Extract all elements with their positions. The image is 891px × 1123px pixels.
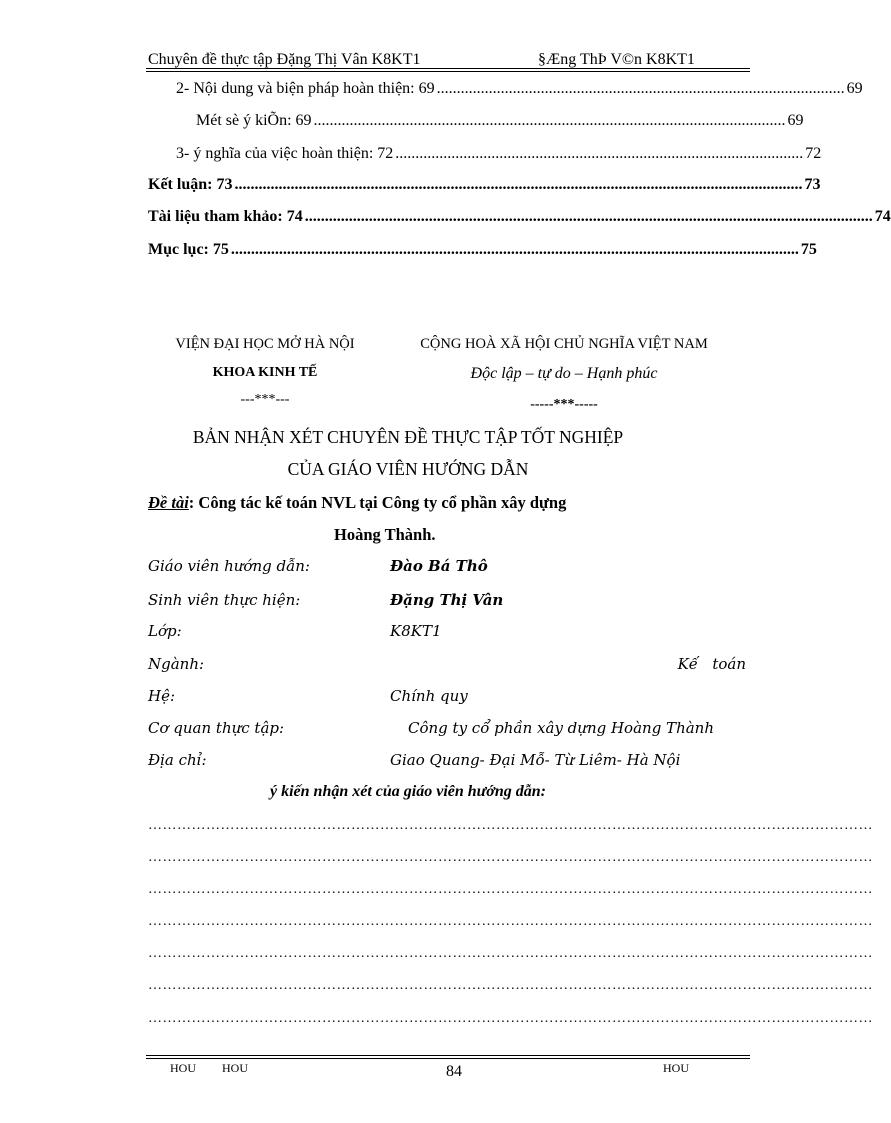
toc-leader-dots: ...................................................................................................................... [313,112,786,129]
field-label: Sinh viên thực hiện: [148,591,301,609]
field-value-class: K8KT1 [390,622,442,640]
toc-entry-text: Mét sè ý kiÕn: 69 [196,112,312,129]
document-subtitle: CỦA GIÁO VIÊN HƯỚNG DẪN [287,459,529,479]
toc-entry-text: 2- Nội dung và biện pháp hoàn thiện: 69 [176,80,435,97]
left-stars: ---***--- [240,392,290,407]
field-value-system: Chính quy [390,687,468,705]
toc-entry [148,241,817,259]
toc-entry-page: 72 [805,145,822,162]
right-stars: -----***----- [530,397,598,412]
toc-entry-page: 74 [874,208,891,225]
topic-line [148,493,566,513]
topic-label: Đề tài [148,493,189,512]
toc-leader-dots: .............................................................................................................................................. [230,241,799,258]
field-value-address: Giao Quang- Đại Mỗ- Từ Liêm- Hà Nội [390,751,681,769]
toc-entry [176,145,822,163]
field-label: Lớp: [148,622,182,640]
toc-entry-page: 69 [846,80,863,97]
toc-leader-dots: ...................................................................................................... [395,145,804,162]
toc-entry [196,112,804,130]
field-value-major: Kế toán [677,655,746,673]
toc-leader-dots: ...................................................................................................... [436,80,845,97]
footer-left-text: HOU [170,1061,196,1075]
comment-line: …………………………………………………………………………………………………………………………………… [148,882,873,897]
field-value-advisor: Đào Bá Thô [390,557,488,575]
toc-entry [148,176,821,194]
comment-line: …………………………………………………………………………………………………………………………………… [148,914,873,929]
national-motto: Độc lập – tự do – Hạnh phúc [470,365,658,382]
toc-leader-dots: .............................................................................................................................................. [304,208,873,225]
field-value-student: Đặng Thị Vân [390,591,504,609]
page-header [148,51,748,73]
header-rule-top [146,68,750,69]
comment-line: …………………………………………………………………………………………………………………………………… [148,818,873,833]
field-label: Địa chỉ: [148,751,207,769]
topic-text: : Công tác kế toán NVL tại Công ty cổ phần xây dựng [188,493,567,512]
toc-entry-text: Tài liệu tham khảo: 74 [148,208,303,225]
toc-entry [148,208,891,226]
faculty-name: KHOA KINH TẾ [212,365,318,380]
footer-rule-top [146,1055,750,1056]
field-label: Ngành: [148,655,205,673]
toc-entry-page: 69 [787,112,804,129]
header-rule-bottom [146,71,750,72]
document-title: BẢN NHẬN XÉT CHUYÊN ĐỀ THỰC TẬP TỐT NGHIỆP [192,427,624,447]
footer-rule-bottom [146,1058,750,1059]
toc-entry-text: 3- ý nghĩa của việc hoàn thiện: 72 [176,145,394,162]
topic-text-cont: Hoàng Thành. [334,525,436,544]
header-right-text: §Æng ThÞ V©n K8KT1 [538,51,695,68]
comment-line: …………………………………………………………………………………………………………………………………… [148,850,873,865]
toc-leader-dots: .............................................................................................................................................. [234,176,803,193]
header-left-text: Chuyên đề thực tập Đặng Thị Vân K8KT1 [148,51,421,68]
toc-entry-page: 73 [804,176,821,193]
field-label: Hệ: [148,687,176,705]
comment-line: …………………………………………………………………………………………………………………………………… [148,978,873,993]
republic-name: CỘNG HOÀ XÃ HỘI CHỦ NGHĨA VIỆT NAM [420,336,708,352]
toc-entry [176,80,863,98]
footer-left-text: HOU [222,1061,248,1075]
comment-line: …………………………………………………………………………………………………………………………………… [148,946,873,961]
comment-line: …………………………………………………………………………………………………………………………………… [148,1011,873,1026]
toc-entry-page: 75 [800,241,817,258]
page-number: 84 [446,1063,462,1080]
field-label: Giáo viên hướng dẫn: [148,557,310,575]
institute-name: VIỆN ĐẠI HỌC MỞ HÀ NỘI [175,336,355,352]
field-label: Cơ quan thực tập: [148,719,285,737]
toc-entry-text: Kết luận: 73 [148,176,233,193]
footer-right-text: HOU [663,1061,689,1075]
toc-entry-text: Mục lục: 75 [148,241,229,258]
comments-heading: ý kiến nhận xét của giáo viên hướng dẫn: [270,783,546,800]
field-value-company: Công ty cổ phần xây dựng Hoàng Thành [408,719,714,737]
